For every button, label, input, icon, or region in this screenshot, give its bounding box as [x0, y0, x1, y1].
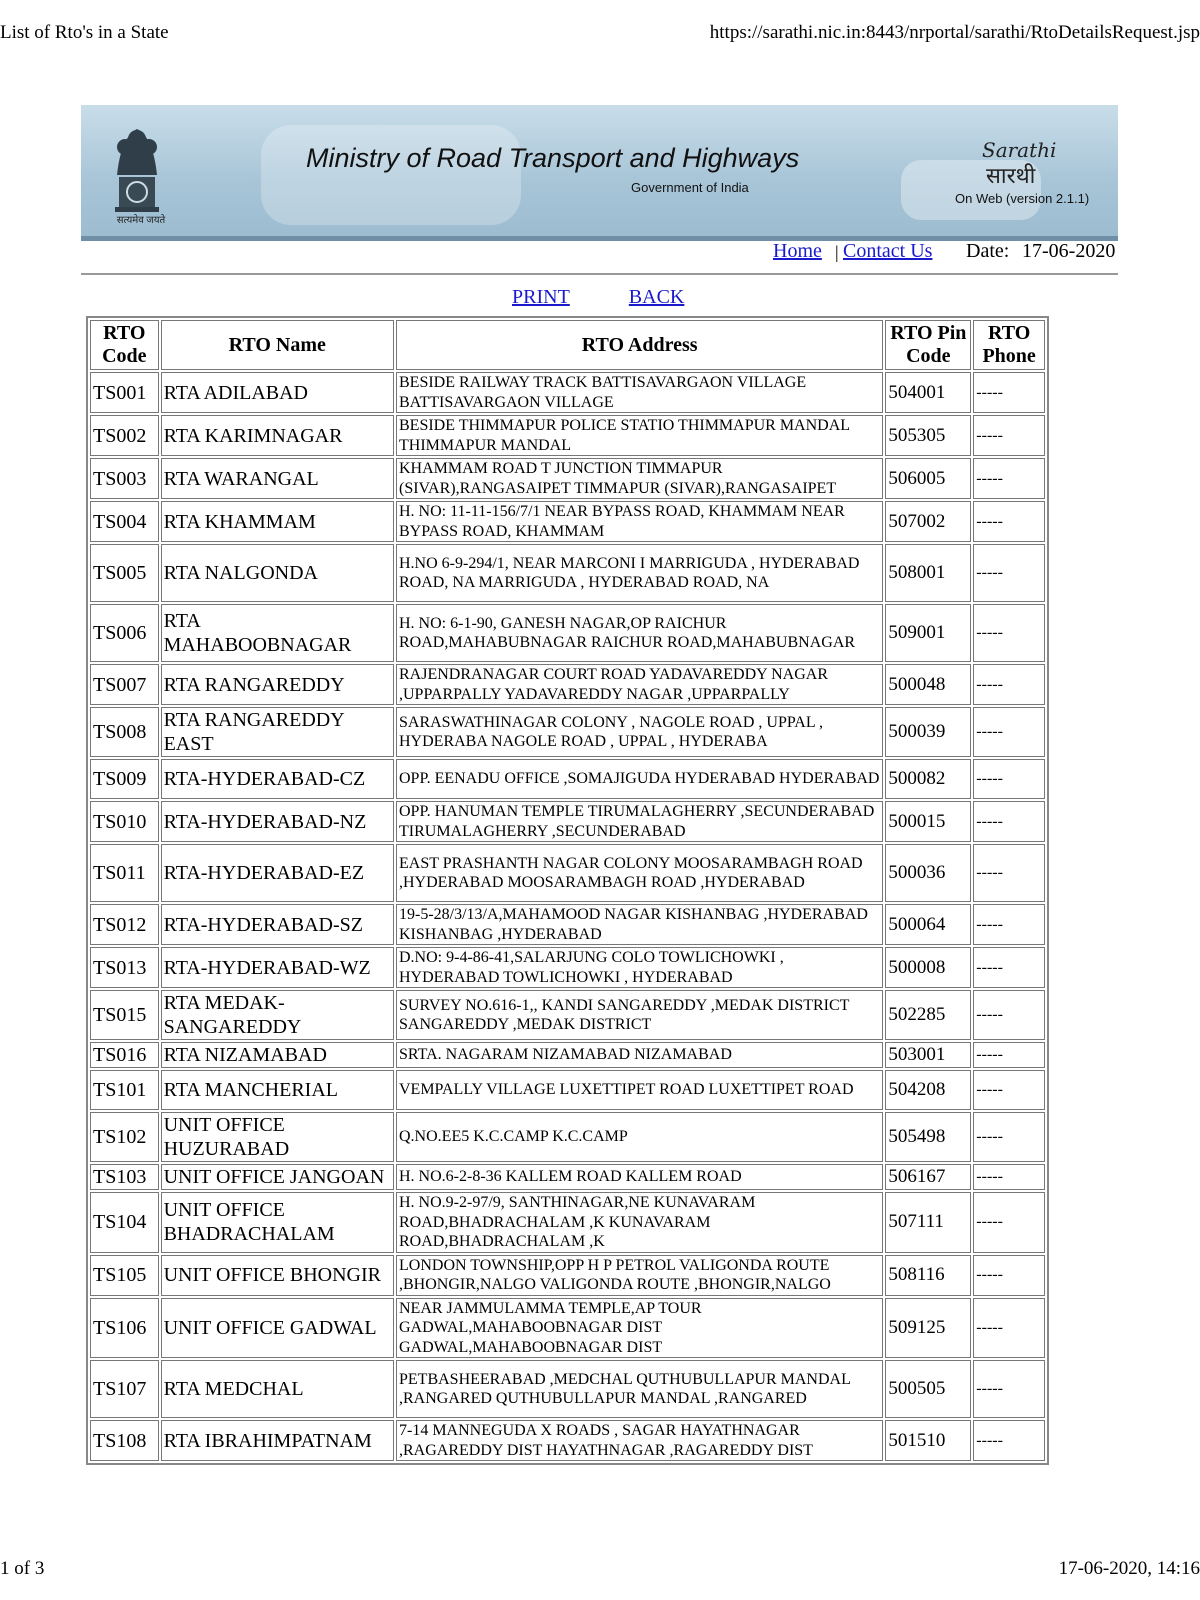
svg-text:Sarathi: Sarathi: [982, 138, 1056, 162]
cell-rto-pin: 507002: [885, 501, 971, 542]
home-link[interactable]: Home: [773, 240, 822, 262]
table-row: [90, 501, 1045, 542]
cell-rto-address: PETBASHEERABAD ,MEDCHAL QUTHUBULLAPUR MANDAL ,RANGARED QUTHUBULLAPUR MANDAL ,RANGARED: [396, 1360, 883, 1418]
cell-rto-code: TS106: [90, 1298, 159, 1359]
cell-rto-pin: 503001: [885, 1042, 971, 1068]
table-row: [90, 707, 1045, 757]
cell-rto-pin: 506167: [885, 1164, 971, 1190]
cell-rto-name: RTA MEDCHAL: [161, 1360, 394, 1418]
nav-separator: |: [835, 242, 839, 262]
cell-rto-name: RTA RANGAREDDY: [161, 664, 394, 705]
cell-rto-code: TS008: [90, 707, 159, 757]
cell-rto-address: RAJENDRANAGAR COURT ROAD YADAVAREDDY NAGAR ,UPPARPALLY YADAVAREDDY NAGAR ,UPPARPALLY: [396, 664, 883, 705]
cell-rto-phone: -----: [973, 801, 1045, 842]
cell-rto-code: TS006: [90, 604, 159, 662]
col-header-phone: RTO Phone: [973, 320, 1045, 370]
cell-rto-address: H. NO: 6-1-90, GANESH NAGAR,OP RAICHUR ROAD,MAHABUBNAGAR RAICHUR ROAD,MAHABUBNAGAR: [396, 604, 883, 662]
cell-rto-code: TS007: [90, 664, 159, 705]
cell-rto-code: TS013: [90, 947, 159, 988]
cell-rto-phone: -----: [973, 372, 1045, 413]
cell-rto-name: RTA RANGAREDDY EAST: [161, 707, 394, 757]
cell-rto-pin: 500039: [885, 707, 971, 757]
cell-rto-address: BESIDE THIMMAPUR POLICE STATIO THIMMAPUR MANDAL THIMMAPUR MANDAL: [396, 415, 883, 456]
contact-us-link[interactable]: Contact Us: [843, 240, 933, 262]
rto-table: [86, 316, 1049, 1465]
cell-rto-pin: 505498: [885, 1112, 971, 1162]
action-links: [512, 286, 738, 309]
cell-rto-pin: 501510: [885, 1420, 971, 1461]
cell-rto-name: RTA MANCHERIAL: [161, 1070, 394, 1110]
table-row: [90, 458, 1045, 499]
table-row: [90, 372, 1045, 413]
divider: [81, 273, 1118, 275]
cell-rto-address: LONDON TOWNSHIP,OPP H P PETROL VALIGONDA ROUTE ,BHONGIR,NALGO VALIGONDA ROUTE ,BHONGIR,NALGO: [396, 1255, 883, 1296]
cell-rto-pin: 500008: [885, 947, 971, 988]
cell-rto-phone: -----: [973, 1420, 1045, 1461]
ministry-title: Ministry of Road Transport and Highways: [306, 143, 800, 173]
cell-rto-code: TS103: [90, 1164, 159, 1190]
cell-rto-code: TS101: [90, 1070, 159, 1110]
cell-rto-code: TS104: [90, 1192, 159, 1253]
version-label: On Web (version 2.1.1): [955, 191, 1090, 206]
cell-rto-phone: -----: [973, 458, 1045, 499]
cell-rto-name: RTA MAHABOOBNAGAR: [161, 604, 394, 662]
cell-rto-phone: -----: [973, 947, 1045, 988]
cell-rto-phone: -----: [973, 1298, 1045, 1359]
table-row: [90, 801, 1045, 842]
table-row: [90, 664, 1045, 705]
print-header-url: https://sarathi.nic.in:8443/nrportal/sarathi/RtoDetailsRequest.jsp: [709, 22, 1200, 43]
cell-rto-pin: 509125: [885, 1298, 971, 1359]
cell-rto-address: SARASWATHINAGAR COLONY , NAGOLE ROAD , UPPAL , HYDERABA NAGOLE ROAD , UPPAL , HYDERABA: [396, 707, 883, 757]
cell-rto-code: TS107: [90, 1360, 159, 1418]
cell-rto-name: RTA MEDAK-SANGAREDDY: [161, 990, 394, 1040]
table-body: [90, 372, 1045, 1461]
cell-rto-pin: 505305: [885, 415, 971, 456]
cell-rto-phone: -----: [973, 844, 1045, 902]
cell-rto-name: RTA KHAMMAM: [161, 501, 394, 542]
cell-rto-pin: 504208: [885, 1070, 971, 1110]
cell-rto-code: TS011: [90, 844, 159, 902]
cell-rto-pin: 500048: [885, 664, 971, 705]
table-row: [90, 1420, 1045, 1461]
print-footer-page: 1 of 3: [0, 1558, 45, 1579]
table-row: [90, 604, 1045, 662]
cell-rto-name: UNIT OFFICE GADWAL: [161, 1298, 394, 1359]
cell-rto-phone: -----: [973, 604, 1045, 662]
cell-rto-name: RTA ADILABAD: [161, 372, 394, 413]
cell-rto-pin: 500064: [885, 904, 971, 945]
cell-rto-code: TS005: [90, 544, 159, 602]
cell-rto-phone: -----: [973, 1112, 1045, 1162]
site-banner: [81, 105, 1118, 241]
cell-rto-code: TS102: [90, 1112, 159, 1162]
cell-rto-code: TS004: [90, 501, 159, 542]
table-row: [90, 904, 1045, 945]
table-row: [90, 844, 1045, 902]
cell-rto-phone: -----: [973, 1070, 1045, 1110]
cell-rto-address: 7-14 MANNEGUDA X ROADS , SAGAR HAYATHNAGAR ,RAGAREDDY DIST HAYATHNAGAR ,RAGAREDDY DIST: [396, 1420, 883, 1461]
cell-rto-pin: 508001: [885, 544, 971, 602]
cell-rto-pin: 500505: [885, 1360, 971, 1418]
cell-rto-phone: -----: [973, 1360, 1045, 1418]
cell-rto-name: UNIT OFFICE JANGOAN: [161, 1164, 394, 1190]
cell-rto-address: H. NO.6-2-8-36 KALLEM ROAD KALLEM ROAD: [396, 1164, 883, 1190]
table-row: [90, 1112, 1045, 1162]
cell-rto-address: H.NO 6-9-294/1, NEAR MARCONI I MARRIGUDA , HYDERABAD ROAD, NA MARRIGUDA , HYDERABAD ROAD, NA: [396, 544, 883, 602]
cell-rto-phone: -----: [973, 1042, 1045, 1068]
table-row: [90, 947, 1045, 988]
cell-rto-code: TS003: [90, 458, 159, 499]
cell-rto-pin: 507111: [885, 1192, 971, 1253]
table-header-row: [90, 320, 1045, 370]
cell-rto-phone: -----: [973, 707, 1045, 757]
table-row: [90, 990, 1045, 1040]
cell-rto-name: RTA KARIMNAGAR: [161, 415, 394, 456]
cell-rto-code: TS009: [90, 759, 159, 799]
cell-rto-name: RTA WARANGAL: [161, 458, 394, 499]
col-header-code: RTO Code: [90, 320, 159, 370]
cell-rto-name: RTA-HYDERABAD-CZ: [161, 759, 394, 799]
cell-rto-code: TS108: [90, 1420, 159, 1461]
cell-rto-name: RTA-HYDERABAD-WZ: [161, 947, 394, 988]
cell-rto-address: H. NO.9-2-97/9, SANTHINAGAR,NE KUNAVARAM ROAD,BHADRACHALAM ,K KUNAVARAM ROAD,BHADRACHALAM ,K: [396, 1192, 883, 1253]
cell-rto-phone: -----: [973, 904, 1045, 945]
table-row: [90, 1192, 1045, 1253]
cell-rto-name: RTA NALGONDA: [161, 544, 394, 602]
date-value: 17-06-2020: [1022, 240, 1116, 262]
cell-rto-phone: -----: [973, 1164, 1045, 1190]
cell-rto-phone: -----: [973, 501, 1045, 542]
cell-rto-address: KHAMMAM ROAD T JUNCTION TIMMAPUR (SIVAR),RANGASAIPET TIMMAPUR (SIVAR),RANGASAIPET: [396, 458, 883, 499]
cell-rto-pin: 509001: [885, 604, 971, 662]
cell-rto-address: Q.NO.EE5 K.C.CAMP K.C.CAMP: [396, 1112, 883, 1162]
cell-rto-pin: 508116: [885, 1255, 971, 1296]
cell-rto-address: EAST PRASHANTH NAGAR COLONY MOOSARAMBAGH ROAD ,HYDERABAD MOOSARAMBAGH ROAD ,HYDERABAD: [396, 844, 883, 902]
cell-rto-name: RTA IBRAHIMPATNAM: [161, 1420, 394, 1461]
table-row: [90, 1255, 1045, 1296]
svg-text:सारथी: सारथी: [986, 164, 1036, 189]
table-row: [90, 1298, 1045, 1359]
cell-rto-address: BESIDE RAILWAY TRACK BATTISAVARGAON VILLAGE BATTISAVARGAON VILLAGE: [396, 372, 883, 413]
col-header-pin: RTO Pin Code: [885, 320, 971, 370]
cell-rto-phone: -----: [973, 1192, 1045, 1253]
table-row: [90, 1042, 1045, 1068]
cell-rto-code: TS012: [90, 904, 159, 945]
cell-rto-phone: -----: [973, 990, 1045, 1040]
cell-rto-name: RTA-HYDERABAD-NZ: [161, 801, 394, 842]
cell-rto-name: RTA NIZAMABAD: [161, 1042, 394, 1068]
cell-rto-name: RTA-HYDERABAD-SZ: [161, 904, 394, 945]
cell-rto-address: SRTA. NAGARAM NIZAMABAD NIZAMABAD: [396, 1042, 883, 1068]
cell-rto-name: UNIT OFFICE BHONGIR: [161, 1255, 394, 1296]
table-row: [90, 415, 1045, 456]
cell-rto-phone: -----: [973, 544, 1045, 602]
top-nav: [81, 240, 1118, 270]
cell-rto-phone: -----: [973, 759, 1045, 799]
table-row: [90, 1164, 1045, 1190]
cell-rto-code: TS001: [90, 372, 159, 413]
cell-rto-pin: 500015: [885, 801, 971, 842]
cell-rto-address: OPP. HANUMAN TEMPLE TIRUMALAGHERRY ,SECUNDERABAD TIRUMALAGHERRY ,SECUNDERABAD: [396, 801, 883, 842]
cell-rto-phone: -----: [973, 415, 1045, 456]
government-subtitle: Government of India: [631, 180, 749, 195]
cell-rto-address: NEAR JAMMULAMMA TEMPLE,AP TOUR GADWAL,MAHABOOBNAGAR DIST GADWAL,MAHABOOBNAGAR DIST: [396, 1298, 883, 1359]
cell-rto-code: TS105: [90, 1255, 159, 1296]
table-row: [90, 544, 1045, 602]
cell-rto-code: TS010: [90, 801, 159, 842]
national-emblem-icon: [103, 117, 171, 227]
cell-rto-pin: 506005: [885, 458, 971, 499]
cell-rto-address: OPP. EENADU OFFICE ,SOMAJIGUDA HYDERABAD HYDERABAD: [396, 759, 883, 799]
cell-rto-address: H. NO: 11-11-156/7/1 NEAR BYPASS ROAD, KHAMMAM NEAR BYPASS ROAD, KHAMMAM: [396, 501, 883, 542]
col-header-address: RTO Address: [396, 320, 883, 370]
cell-rto-address: VEMPALLY VILLAGE LUXETTIPET ROAD LUXETTIPET ROAD: [396, 1070, 883, 1110]
emblem-caption: सत्यमेव जयते: [116, 215, 166, 226]
cell-rto-address: SURVEY NO.616-1,, KANDI SANGAREDDY ,MEDAK DISTRICT SANGAREDDY ,MEDAK DISTRICT: [396, 990, 883, 1040]
table-row: [90, 759, 1045, 799]
cell-rto-pin: 500036: [885, 844, 971, 902]
sarathi-logo: [976, 133, 1056, 193]
cell-rto-phone: -----: [973, 664, 1045, 705]
cell-rto-name: UNIT OFFICE HUZURABAD: [161, 1112, 394, 1162]
cell-rto-name: RTA-HYDERABAD-EZ: [161, 844, 394, 902]
cell-rto-address: D.NO: 9-4-86-41,SALARJUNG COLO TOWLICHOWKI , HYDERABAD TOWLICHOWKI , HYDERABAD: [396, 947, 883, 988]
cell-rto-name: UNIT OFFICE BHADRACHALAM: [161, 1192, 394, 1253]
cell-rto-pin: 500082: [885, 759, 971, 799]
col-header-name: RTO Name: [161, 320, 394, 370]
cell-rto-phone: -----: [973, 1255, 1045, 1296]
print-link[interactable]: PRINT: [512, 286, 570, 308]
cell-rto-pin: 504001: [885, 372, 971, 413]
cell-rto-address: 19-5-28/3/13/A,MAHAMOOD NAGAR KISHANBAG ,HYDERABAD KISHANBAG ,HYDERABAD: [396, 904, 883, 945]
cell-rto-pin: 502285: [885, 990, 971, 1040]
table-row: [90, 1070, 1045, 1110]
print-header-title: List of Rto's in a State: [0, 22, 169, 43]
cell-rto-code: TS016: [90, 1042, 159, 1068]
print-footer-timestamp: 17-06-2020, 14:16: [1058, 1558, 1200, 1579]
cell-rto-code: TS002: [90, 415, 159, 456]
date-label: Date:: [966, 240, 1010, 262]
cell-rto-code: TS015: [90, 990, 159, 1040]
table-row: [90, 1360, 1045, 1418]
back-link[interactable]: BACK: [628, 286, 685, 308]
